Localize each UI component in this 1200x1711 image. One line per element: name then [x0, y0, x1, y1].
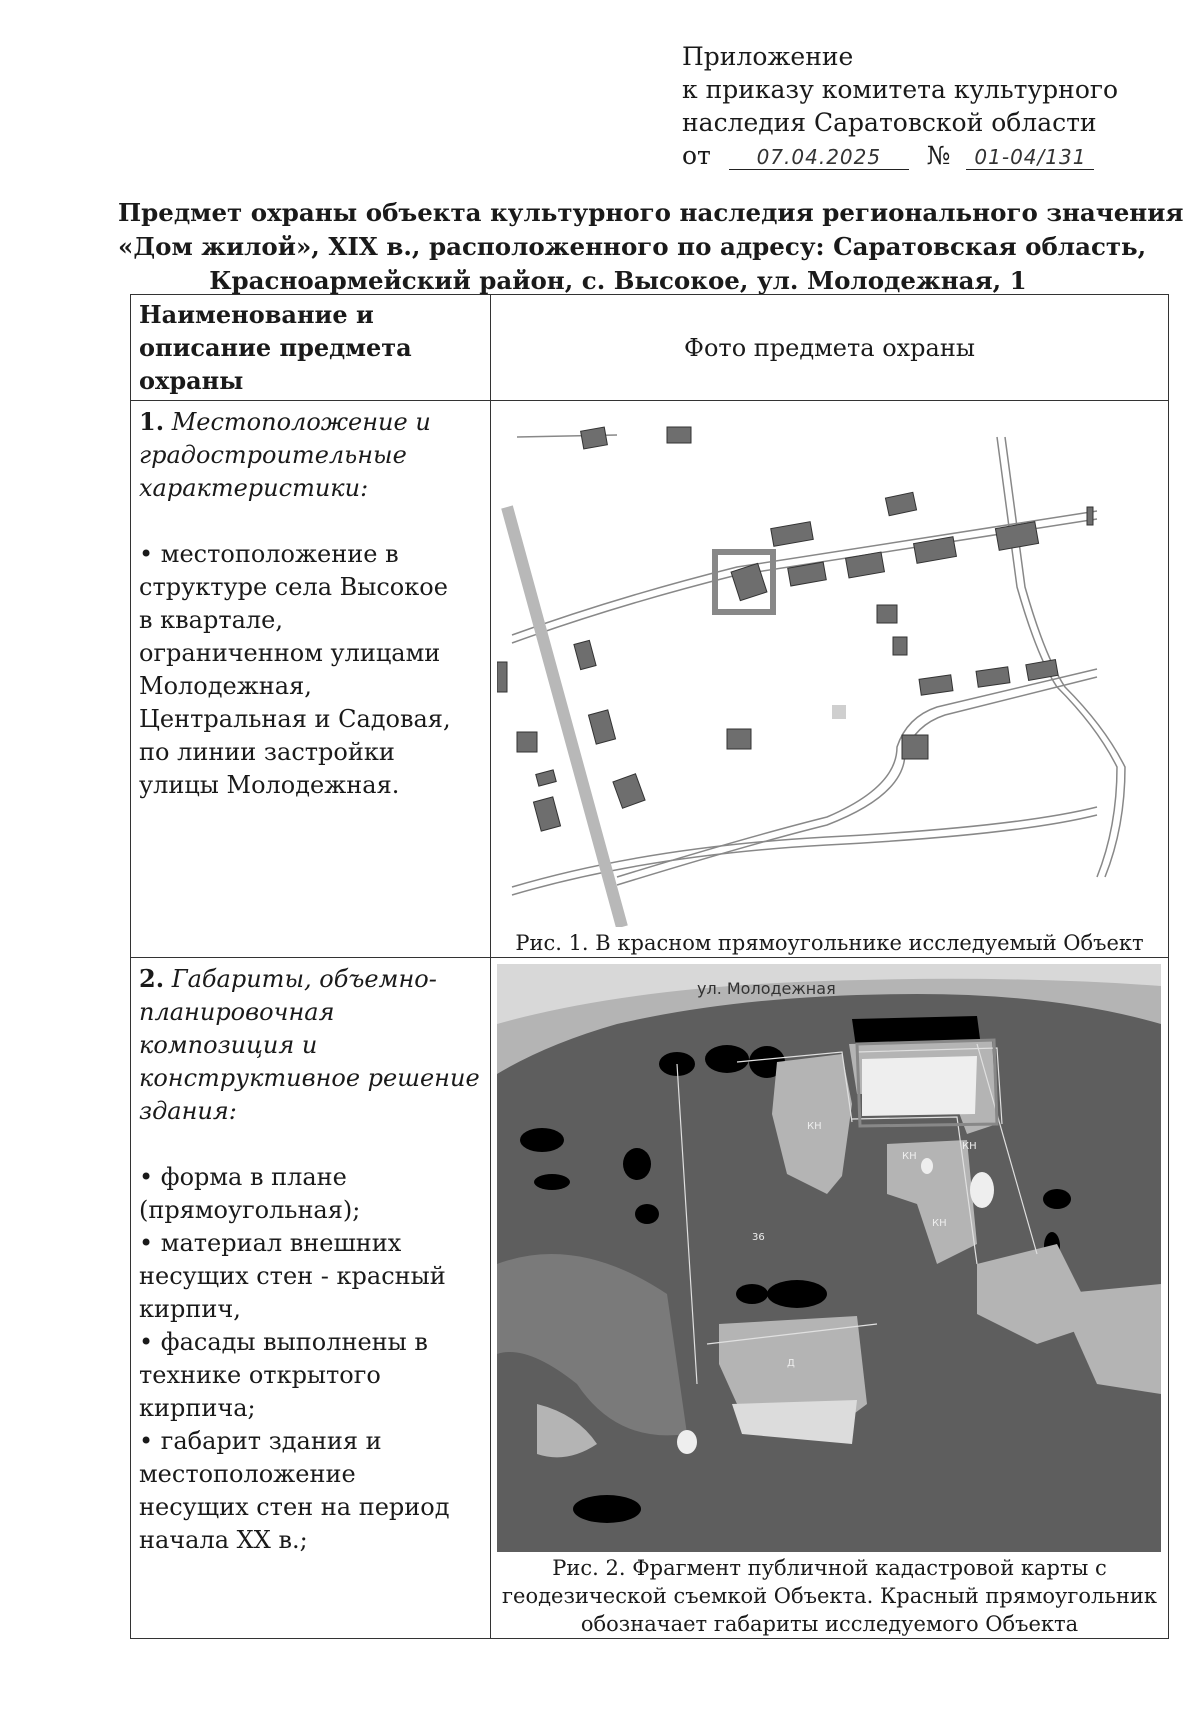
section-2-title: 2. Габариты, объемно- планировочная композиция и конструктивное решение здания: [139, 964, 480, 1125]
title-line-3: Красноармейский район, с. Высокое, ул. Молодежная, 1 [209, 266, 1027, 295]
section-2-photo-cell [491, 958, 1169, 1639]
parcel-label: КЖ [907, 1079, 925, 1090]
parcel-label: Д [787, 1358, 795, 1369]
section-1-photo-cell [491, 401, 1169, 958]
date-prefix: от [682, 141, 711, 170]
section-number: 2. [139, 964, 165, 993]
section-1-item: • местоположение в структуре села Высокое в квартале, ограниченном улицами Молодежная, Центральная и Садовая, по линии застройки улицы Молодежная. [139, 540, 451, 799]
parcel-label: КН [932, 1218, 947, 1229]
appendix-header [682, 40, 1118, 172]
column-header-line: Наименование и [139, 300, 374, 329]
location-map [497, 407, 1161, 927]
table-row-dimensions [131, 958, 1169, 1639]
order-date-number-line [682, 139, 1118, 172]
section-1-title: 1. Местоположение и градостроительные характеристики: [139, 407, 431, 502]
title-line-2: «Дом жилой», XIX в., расположенного по адресу: Саратовская область, [118, 232, 1147, 261]
order-date-field: 07.04.2025 [729, 145, 909, 170]
cadastral-map [497, 964, 1161, 1552]
number-sign: № [926, 141, 951, 170]
column-header-line: охраны [139, 366, 244, 395]
protection-subject-table [130, 294, 1169, 1639]
column-header-description [131, 295, 491, 401]
section-2-item: • материал внешних несущих стен - красный кирпич, [139, 1229, 446, 1323]
section-2-description [131, 958, 491, 1639]
parcel-label: КН [807, 1121, 822, 1132]
parcel-label: 36 [752, 1232, 765, 1243]
column-header-photo: Фото предмета охраны [491, 295, 1169, 401]
figure-1-caption: Рис. 1. В красном прямоугольнике исследуемый Объект [515, 931, 1144, 955]
column-header-line: описание предмета [139, 333, 412, 362]
section-2-item: • фасады выполнены в технике открытого кирпича; [139, 1328, 428, 1422]
section-2-item: • габарит здания и местоположение несущих стен на период начала XX в.; [139, 1427, 450, 1554]
parcel-label: КН [902, 1151, 917, 1162]
figure-2-caption: Рис. 2. Фрагмент публичной кадастровой карты с геодезической съемкой Объекта. Красный прямоугольник обозначает габариты исследуемого Объекта [502, 1556, 1157, 1636]
section-1-description [131, 401, 491, 958]
order-number-field: 01-04/131 [966, 145, 1094, 170]
section-number: 1. [139, 407, 165, 436]
header-line-2: к приказу комитета культурного [682, 75, 1119, 104]
table-header-row [131, 295, 1169, 401]
parcel-label: КН [962, 1141, 977, 1152]
street-label: ул. Молодежная [697, 979, 836, 998]
title-line-1: Предмет охраны объекта культурного наследия регионального значения [118, 198, 1184, 227]
table-row-location [131, 401, 1169, 958]
section-2-item: • форма в плане (прямоугольная); [139, 1163, 361, 1224]
header-line-1: Приложение [682, 42, 854, 71]
header-line-3: наследия Саратовской области [682, 108, 1097, 137]
document-title [118, 196, 1184, 298]
